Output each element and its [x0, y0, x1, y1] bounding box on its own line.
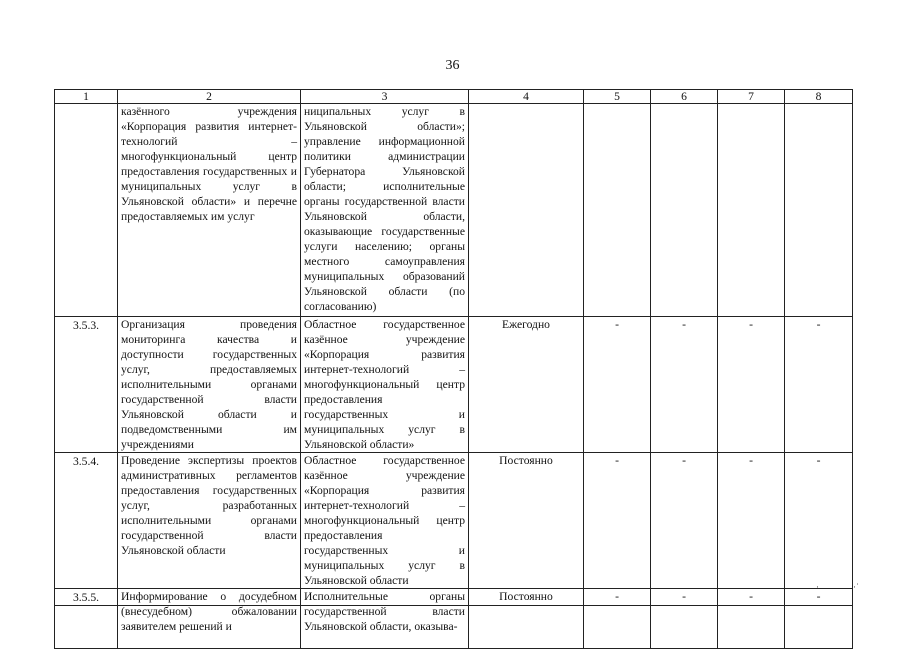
value-cell-8: - [785, 589, 853, 649]
value-cell-8: - [785, 317, 853, 453]
value-cell-7: - [718, 317, 785, 453]
value-cell-6 [651, 104, 718, 317]
table-row [55, 317, 853, 453]
item-number: 3.5.3. [55, 317, 118, 453]
table-row [55, 453, 853, 589]
executor-cell: Областное государственное казённое учреждение «Корпорация развития интернет-технологий – многофункциональный центр предоставления государственных и муниципальных услуг в Ульяновской области» [301, 317, 469, 453]
scan-speck: · [816, 582, 819, 592]
value-cell-5: - [584, 589, 651, 649]
table-row [55, 104, 853, 317]
column-header-7: 7 [718, 90, 785, 104]
column-header-3: 3 [301, 90, 469, 104]
scan-speck: ·˙ [853, 582, 859, 592]
value-cell-7: - [718, 589, 785, 649]
item-number: 3.5.4. [55, 453, 118, 589]
value-cell-5: - [584, 317, 651, 453]
value-cell-5 [584, 104, 651, 317]
term-cell [469, 104, 584, 317]
column-header-1: 1 [55, 90, 118, 104]
term-cell: Постоянно [469, 453, 584, 589]
executor-cell: Исполнительные органы государственной власти Ульяновской области, оказыва- [301, 589, 469, 649]
value-cell-8 [785, 104, 853, 317]
page-number: 36 [445, 58, 460, 73]
measure-cell: Проведение экспертизы проектов административных регламентов предоставления государственных услуг, разработанных исполнительными органами государственной власти Ульяновской области [118, 453, 301, 589]
measure-cell: Информирование о досудебном (внесудебном) обжаловании заявителем решений и [118, 589, 301, 649]
measure-cell: Организация проведения мониторинга качества и доступности государственных услуг, предоставляемых исполнительными органами государственной власти Ульяновской области и подведомственными им учреждениями [118, 317, 301, 453]
table-header [55, 90, 853, 104]
item-number [55, 104, 118, 317]
executor-cell: ниципальных услуг в Ульяновской области»; управление информационной политики администрации Губернатора Ульяновской области; исполнительные органы государственной власти Ульяновской области, оказывающие государственные услуги населению; органы местного самоуправления муниципальных образований Ульяновской области (по согласованию) [301, 104, 469, 317]
value-cell-5: - [584, 453, 651, 589]
column-header-4: 4 [469, 90, 584, 104]
value-cell-7: - [718, 453, 785, 589]
column-header-5: 5 [584, 90, 651, 104]
table-row [55, 589, 853, 649]
plan-table [54, 89, 853, 649]
measure-cell: казённого учреждения «Корпорация развития интернет-технологий – многофункциональный центр предоставления государственных и муниципальных услуг в Ульяновской области» и перечне предоставляемых им услуг [118, 104, 301, 317]
value-cell-8: - [785, 453, 853, 589]
column-number-row [55, 90, 853, 104]
value-cell-7 [718, 104, 785, 317]
value-cell-6: - [651, 317, 718, 453]
plan-table-container [54, 89, 852, 633]
value-cell-6: - [651, 589, 718, 649]
item-number: 3.5.5. [55, 589, 118, 649]
executor-cell: Областное государственное казённое учреждение «Корпорация развития интернет-технологий – многофункциональный центр предоставления государственных и муниципальных услуг в Ульяновской области [301, 453, 469, 589]
value-cell-6: - [651, 453, 718, 589]
column-header-8: 8 [785, 90, 853, 104]
term-cell: Ежегодно [469, 317, 584, 453]
column-header-6: 6 [651, 90, 718, 104]
term-cell: Постоянно [469, 589, 584, 649]
column-header-2: 2 [118, 90, 301, 104]
